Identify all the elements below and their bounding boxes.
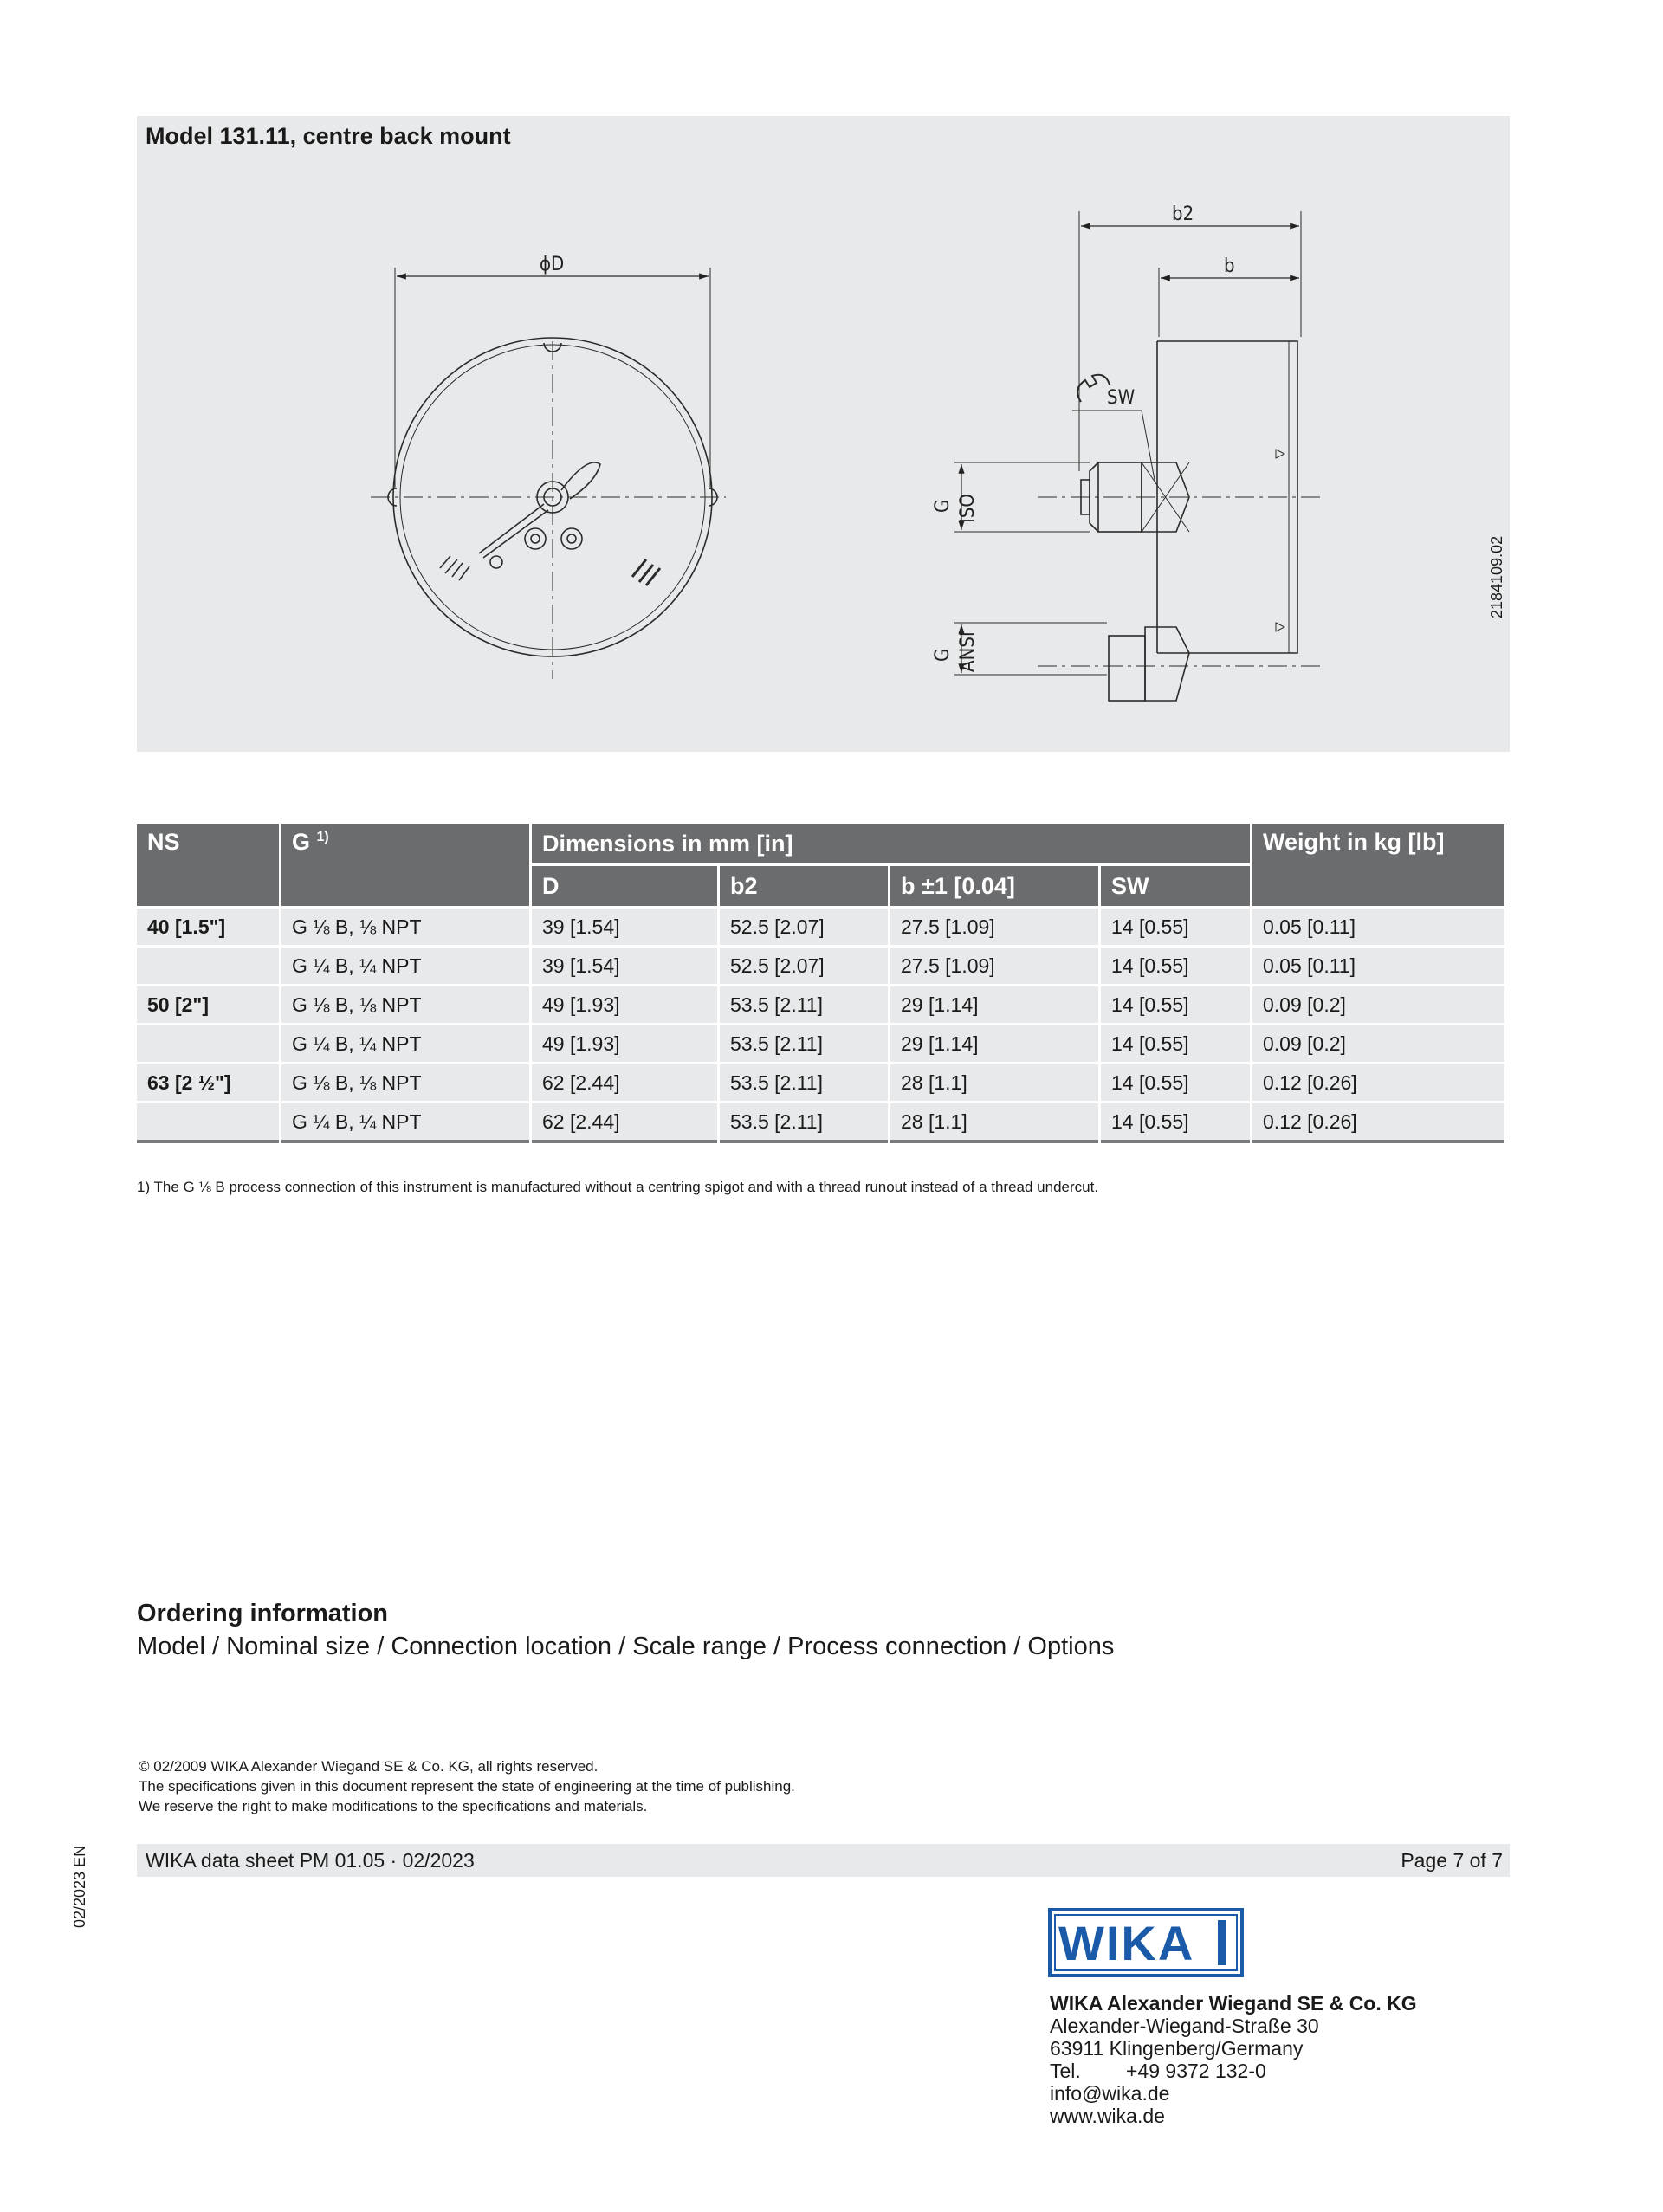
cell-weight: 0.05 [0.11] xyxy=(1252,948,1504,984)
cell-sw: 14 [0.55] xyxy=(1101,1064,1250,1101)
cell-b: 29 [1.14] xyxy=(890,1025,1098,1062)
cell-b: 27.5 [1.09] xyxy=(890,909,1098,945)
cell-b2: 53.5 [2.11] xyxy=(720,1025,888,1062)
dimensions-table xyxy=(134,821,1507,1146)
header-d: D xyxy=(532,866,717,906)
cell-b: 27.5 [1.09] xyxy=(890,948,1098,984)
cell-g: G ⅛ B, ⅛ NPT xyxy=(281,986,529,1023)
header-sw: SW xyxy=(1101,866,1250,906)
cell-b2: 53.5 [2.11] xyxy=(720,986,888,1023)
header-dimensions: Dimensions in mm [in] xyxy=(532,824,1250,863)
label-iso: ISO xyxy=(957,494,979,523)
address-phone: Tel. +49 9372 132-0 xyxy=(1050,2060,1266,2082)
side-view xyxy=(954,211,1323,701)
wika-logo xyxy=(1048,1908,1244,1977)
cell-b: 28 [1.1] xyxy=(890,1103,1098,1143)
cell-b2: 53.5 [2.11] xyxy=(720,1064,888,1101)
label-b2: b2 xyxy=(1172,204,1194,225)
cell-d: 49 [1.93] xyxy=(532,1025,717,1062)
header-b2: b2 xyxy=(720,866,888,906)
table-row xyxy=(137,909,1504,945)
cell-g: G ¼ B, ¼ NPT xyxy=(281,1103,529,1143)
cell-g: G ¼ B, ¼ NPT xyxy=(281,1025,529,1062)
cell-b2: 52.5 [2.07] xyxy=(720,909,888,945)
cell-d: 62 [2.44] xyxy=(532,1103,717,1143)
table-footnote: 1) The G ⅛ B process connection of this instrument is manufactured without a centring spigot and with a thread runout instead of a thread undercut. xyxy=(137,1179,1099,1195)
ordering-heading: Ordering information xyxy=(137,1600,388,1627)
label-g-iso: G xyxy=(932,499,954,513)
drawing-title: Model 131.11, centre back mount xyxy=(146,123,511,149)
cell-b2: 53.5 [2.11] xyxy=(720,1103,888,1143)
company-name: WIKA Alexander Wiegand SE & Co. KG xyxy=(1050,1992,1417,2015)
address-web[interactable]: www.wika.de xyxy=(1050,2105,1165,2127)
cell-ns: 40 [1.5"] xyxy=(137,909,279,945)
cell-sw: 14 [0.55] xyxy=(1101,948,1250,984)
drawing-number: 2184109.02 xyxy=(1488,535,1505,618)
cell-g: G ⅛ B, ⅛ NPT xyxy=(281,909,529,945)
header-b: b ±1 [0.04] xyxy=(890,866,1098,906)
cell-weight: 0.12 [0.26] xyxy=(1252,1103,1504,1143)
label-b: b xyxy=(1224,255,1235,277)
label-g-ansi: G xyxy=(932,648,954,662)
address-city: 63911 Klingenberg/Germany xyxy=(1050,2037,1304,2060)
cell-sw: 14 [0.55] xyxy=(1101,986,1250,1023)
table-row xyxy=(137,986,1504,1023)
cell-sw: 14 [0.55] xyxy=(1101,909,1250,945)
header-g-note: 1) xyxy=(316,830,329,844)
cell-weight: 0.09 [0.2] xyxy=(1252,1025,1504,1062)
dimension-drawing xyxy=(137,116,1510,752)
table-row xyxy=(137,1025,1504,1062)
label-diameter: ϕD xyxy=(540,254,565,275)
cell-b2: 52.5 [2.07] xyxy=(720,948,888,984)
cell-weight: 0.09 [0.2] xyxy=(1252,986,1504,1023)
front-view xyxy=(371,268,726,679)
header-ns: NS xyxy=(137,824,279,906)
table-row xyxy=(137,1103,1504,1143)
legal-line: The specifications given in this document represent the state of engineering at the time of publishing. xyxy=(139,1778,795,1795)
label-ansi: ANSI xyxy=(957,631,979,672)
cell-ns xyxy=(137,1025,279,1062)
drawing-panel xyxy=(137,116,1510,752)
cell-b: 29 [1.14] xyxy=(890,986,1098,1023)
cell-ns: 63 [2 ½"] xyxy=(137,1064,279,1101)
logo-text: WIKA xyxy=(1058,1916,1195,1970)
ordering-text: Model / Nominal size / Connection location / Scale range / Process connection / Options xyxy=(137,1633,1115,1660)
cell-sw: 14 [0.55] xyxy=(1101,1103,1250,1143)
header-g: G $^{1)}$ xyxy=(281,824,529,906)
label-sw: SW xyxy=(1107,387,1136,409)
side-date: 02/2023 EN xyxy=(71,1845,88,1928)
cell-d: 62 [2.44] xyxy=(532,1064,717,1101)
page-number: Page 7 of 7 xyxy=(1401,1849,1503,1872)
cell-b: 28 [1.1] xyxy=(890,1064,1098,1101)
cell-g: G ⅛ B, ⅛ NPT xyxy=(281,1064,529,1101)
cell-sw: 14 [0.55] xyxy=(1101,1025,1250,1062)
table-row xyxy=(137,1064,1504,1101)
cell-d: 49 [1.93] xyxy=(532,986,717,1023)
datasheet-id: WIKA data sheet PM 01.05 · 02/2023 xyxy=(146,1849,475,1872)
cell-g: G ¼ B, ¼ NPT xyxy=(281,948,529,984)
header-weight: Weight in kg [lb] xyxy=(1252,824,1504,906)
address-street: Alexander-Wiegand-Straße 30 xyxy=(1050,2015,1319,2037)
cell-d: 39 [1.54] xyxy=(532,948,717,984)
cell-weight: 0.12 [0.26] xyxy=(1252,1064,1504,1101)
cell-weight: 0.05 [0.11] xyxy=(1252,909,1504,945)
company-address xyxy=(1050,1992,1417,2127)
cell-ns: 50 [2"] xyxy=(137,986,279,1023)
legal-line: We reserve the right to make modifications to the specifications and materials. xyxy=(139,1798,648,1814)
legal-notice xyxy=(139,1756,795,1816)
address-email[interactable]: info@wika.de xyxy=(1050,2082,1170,2105)
footer-bar xyxy=(137,1844,1510,1877)
cell-ns xyxy=(137,948,279,984)
cell-ns xyxy=(137,1103,279,1143)
legal-line: © 02/2009 WIKA Alexander Wiegand SE & Co. KG, all rights reserved. xyxy=(139,1758,599,1775)
cell-d: 39 [1.54] xyxy=(532,909,717,945)
table-row xyxy=(137,948,1504,984)
